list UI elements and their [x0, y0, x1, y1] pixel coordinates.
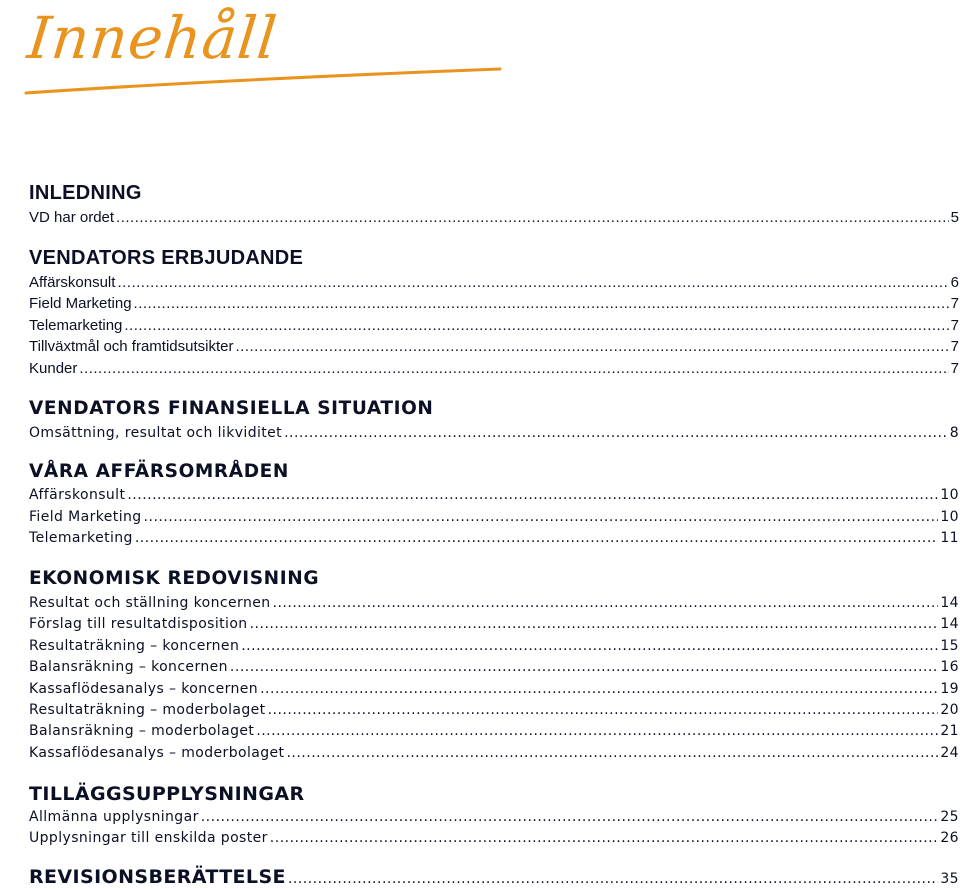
toc-entry[interactable] — [29, 208, 959, 227]
toc-entry-label: Field Marketing — [29, 509, 142, 525]
toc-entry-page: 6 — [950, 274, 959, 291]
toc-entry-label: Balansräkning – koncernen — [29, 659, 228, 675]
toc-entry-page: 5 — [950, 209, 959, 226]
toc-entry-label: Telemarketing — [29, 317, 123, 334]
dot-leader — [230, 658, 938, 677]
dot-leader — [268, 701, 939, 720]
toc-entry[interactable] — [29, 680, 959, 699]
toc-entry-label: Field Marketing — [29, 295, 132, 312]
toc-entry-page: 15 — [940, 638, 959, 654]
toc-entry-page: 7 — [950, 295, 959, 312]
dot-leader — [79, 359, 948, 378]
toc-entry-page: 19 — [940, 681, 959, 697]
toc-entry-page: 14 — [940, 595, 959, 611]
dot-leader — [256, 722, 938, 741]
toc-entry[interactable] — [29, 424, 959, 443]
toc-entry-page: 8 — [949, 425, 959, 441]
toc-entry-label: VD har ordet — [29, 209, 115, 226]
toc-entry-page: 10 — [940, 487, 959, 503]
toc-entry-label: Allmänna upplysningar — [29, 809, 199, 825]
toc-entry[interactable] — [29, 486, 959, 505]
title-underline-swash — [18, 0, 518, 105]
dot-leader — [236, 337, 949, 356]
toc-entry-label: Resultat och ställning koncernen — [29, 595, 271, 611]
toc-entry[interactable] — [29, 615, 959, 634]
toc-entry-page: 35 — [940, 871, 959, 887]
dot-leader — [284, 424, 948, 443]
toc-entry-label: Telemarketing — [29, 530, 133, 546]
toc-entry[interactable] — [29, 637, 959, 656]
dot-leader — [260, 680, 938, 699]
dot-leader — [250, 615, 939, 634]
section-heading-erbjudande: VENDATORS ERBJUDANDE — [29, 247, 304, 269]
toc-entry-page: 7 — [950, 338, 959, 355]
section-heading-tillagg: TILLÄGGSUPPLYSNINGAR — [29, 783, 305, 805]
toc-entry-page: 14 — [940, 616, 959, 632]
toc-entry[interactable] — [29, 701, 959, 720]
toc-entry-page: 26 — [940, 830, 959, 846]
dot-leader — [144, 508, 939, 527]
toc-entry-label: Resultaträkning – moderbolaget — [29, 702, 266, 718]
toc-entry-label: Kassaflödesanalys – koncernen — [29, 681, 259, 697]
toc-entry[interactable] — [29, 722, 959, 741]
toc-entry-label: Affärskonsult — [29, 274, 116, 291]
dot-leader — [270, 829, 939, 848]
dot-leader — [201, 808, 939, 827]
toc-entry-page: 7 — [950, 317, 959, 334]
dot-leader — [117, 273, 948, 292]
section-heading-ekonomisk: EKONOMISK REDOVISNING — [29, 568, 320, 589]
dot-leader — [127, 486, 938, 505]
toc-entry-label: Kassaflödesanalys – moderbolaget — [29, 745, 285, 761]
toc-entry-revision[interactable] — [29, 868, 959, 889]
toc-entry[interactable] — [29, 744, 959, 763]
toc-entry[interactable] — [29, 273, 959, 292]
toc-entry[interactable] — [29, 359, 959, 378]
toc-entry-page: 25 — [940, 809, 959, 825]
toc-entry-label: Resultaträkning – koncernen — [29, 638, 240, 654]
section-heading-inledning: INLEDNING — [29, 182, 142, 204]
toc-entry-page: 20 — [940, 702, 959, 718]
dot-leader — [134, 294, 949, 313]
dot-leader — [286, 744, 938, 763]
toc-entry-page: 24 — [940, 745, 959, 761]
toc-entry-page: 11 — [940, 530, 959, 546]
toc-entry-label: Affärskonsult — [29, 487, 126, 503]
dot-leader — [124, 316, 948, 335]
toc-entry[interactable] — [29, 508, 959, 527]
dot-leader — [116, 208, 949, 227]
document-title: Innehåll — [24, 4, 281, 72]
toc-entry[interactable] — [29, 829, 959, 848]
toc-entry-page: 7 — [950, 360, 959, 377]
toc-entry-label: Kunder — [29, 360, 78, 377]
toc-entry-label: Tillväxtmål och framtidsutsikter — [29, 338, 234, 355]
toc-entry[interactable] — [29, 658, 959, 677]
dot-leader — [273, 594, 939, 613]
section-heading-finansiella: VENDATORS FINANSIELLA SITUATION — [29, 398, 434, 419]
toc-entry-page: 21 — [940, 723, 959, 739]
document-title-block — [18, 0, 518, 105]
toc-entry-label: Omsättning, resultat och likviditet — [29, 425, 283, 441]
toc-entry[interactable] — [29, 316, 959, 335]
toc-entry[interactable] — [29, 529, 959, 548]
toc-entry-page: 16 — [940, 659, 959, 675]
toc-entry-label: Förslag till resultatdisposition — [29, 616, 248, 632]
section-heading-affarsomraden: VÅRA AFFÄRSOMRÅDEN — [29, 461, 289, 482]
toc-entry-label: Balansräkning – moderbolaget — [29, 723, 255, 739]
dot-leader — [241, 637, 938, 656]
toc-entry[interactable] — [29, 594, 959, 613]
dot-leader — [288, 870, 938, 889]
toc-entry[interactable] — [29, 808, 959, 827]
section-heading-revision: REVISIONSBERÄTTELSE — [29, 866, 286, 888]
toc-entry-page: 10 — [940, 509, 959, 525]
toc-entry[interactable] — [29, 294, 959, 313]
toc-entry[interactable] — [29, 337, 959, 356]
dot-leader — [135, 529, 939, 548]
toc-entry-label: Upplysningar till enskilda poster — [29, 830, 268, 846]
